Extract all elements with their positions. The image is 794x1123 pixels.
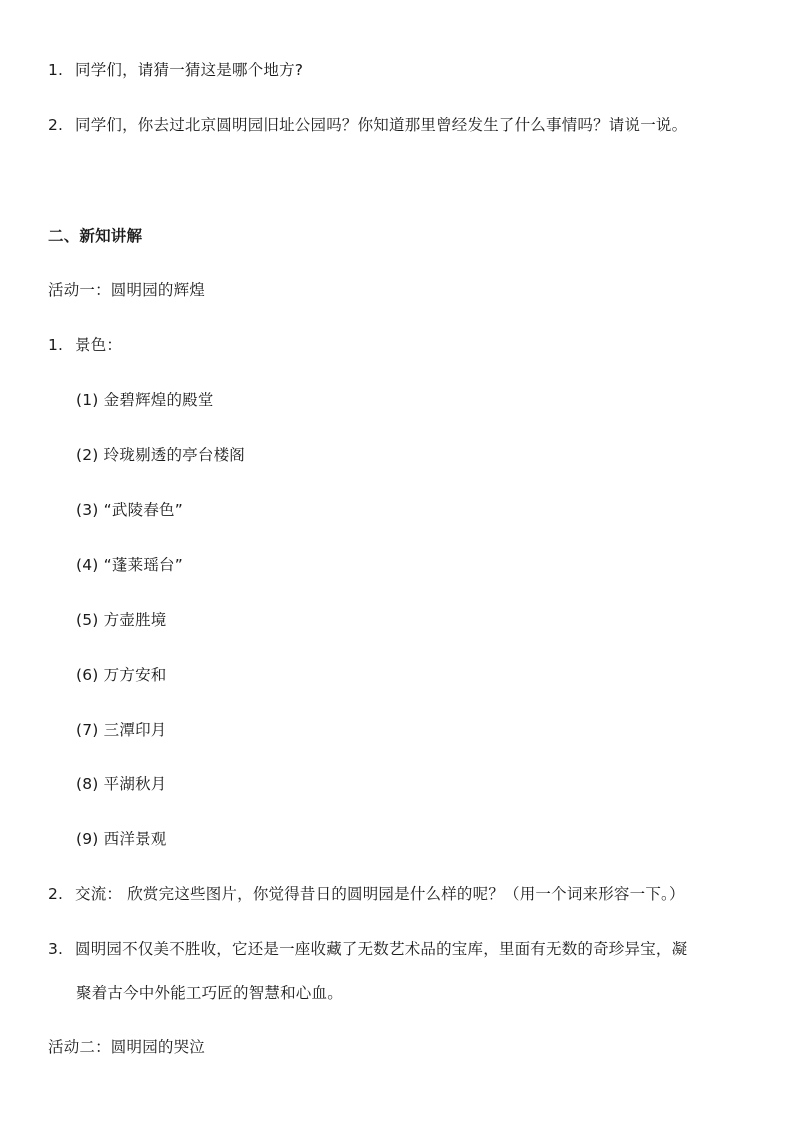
scene-item: (9) 西洋景观 (76, 830, 167, 848)
item-treasury (48, 938, 687, 960)
section-heading: 二、新知讲解 (48, 227, 143, 245)
scene-item: (8) 平湖秋月 (76, 775, 167, 793)
list-text: 交流： 欣赏完这些图片，你觉得昔日的圆明园是什么样的呢？（用一个词来形容一下。） (75, 885, 685, 903)
scene-item: (3) “武陵春色” (76, 501, 183, 519)
item-treasury-continuation: 聚着古今中外能工巧匠的智慧和心血。 (76, 984, 343, 1002)
item-discussion (48, 883, 685, 905)
list-number: 2. (48, 885, 64, 903)
list-number: 1. (48, 61, 64, 79)
scene-item: (2) 玲珑剔透的亭台楼阁 (76, 446, 245, 464)
intro-item-1 (48, 59, 303, 81)
list-text: 同学们，你去过北京圆明园旧址公园吗？你知道那里曾经发生了什么事情吗？请说一说。 (75, 116, 688, 134)
list-text: 景色： (75, 336, 123, 354)
intro-item-2 (48, 114, 687, 136)
scene-item: (1) 金碧辉煌的殿堂 (76, 391, 214, 409)
list-number: 2. (48, 116, 64, 134)
scene-item: (7) 三潭印月 (76, 721, 167, 739)
activity-2-title: 活动二：圆明园的哭泣 (48, 1038, 206, 1056)
item-scenery (48, 334, 122, 356)
scene-item: (5) 方壶胜境 (76, 611, 167, 629)
activity-1-title: 活动一：圆明园的辉煌 (48, 281, 206, 299)
scene-item: (6) 万方安和 (76, 666, 167, 684)
list-number: 1. (48, 336, 64, 354)
scene-item: (4) “蓬莱瑶台” (76, 556, 183, 574)
list-text: 圆明园不仅美不胜收，它还是一座收藏了无数艺术品的宝库，里面有无数的奇珍异宝，凝 (75, 940, 688, 958)
list-text: 同学们，请猜一猜这是哪个地方? (75, 61, 304, 79)
list-number: 3. (48, 940, 64, 958)
